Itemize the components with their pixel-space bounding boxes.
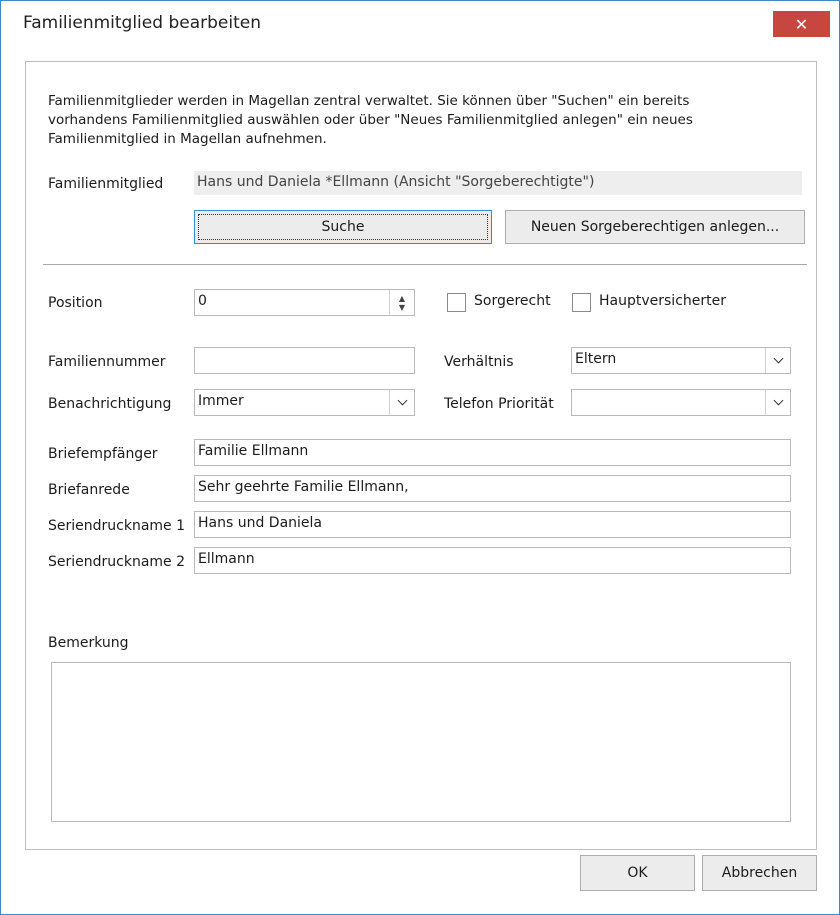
seriendruckname2-label: Seriendruckname 2: [48, 554, 186, 570]
familiennummer-label: Familiennummer: [48, 354, 166, 370]
chevron-up-icon[interactable]: ▲: [398, 293, 406, 303]
verhaeltnis-label: Verhältnis: [444, 354, 514, 370]
seriendruckname1-label: Seriendruckname 1: [48, 518, 186, 534]
verhaeltnis-dropdown-button[interactable]: [765, 348, 790, 373]
hauptversicherter-label: Hauptversicherter: [599, 293, 726, 309]
verhaeltnis-value: Eltern: [575, 351, 617, 367]
close-icon: ✕: [794, 14, 809, 34]
bemerkung-textarea[interactable]: [51, 662, 791, 822]
sorgerecht-checkbox[interactable]: [447, 293, 466, 312]
search-button[interactable]: [194, 210, 492, 244]
position-stepper[interactable]: [389, 290, 414, 315]
chevron-down-icon[interactable]: ▼: [398, 302, 406, 312]
benachrichtigung-select[interactable]: [194, 389, 415, 416]
new-guardian-button-label: Neuen Sorgeberechtigen anlegen...: [530, 219, 780, 235]
bemerkung-label: Bemerkung: [48, 635, 129, 651]
cancel-button-label: Abbrechen: [721, 865, 798, 881]
new-guardian-button[interactable]: [505, 210, 805, 244]
search-button-label: Suche: [321, 219, 365, 235]
seriendruckname1-value: Hans und Daniela: [198, 515, 323, 531]
familienmitglied-label: Familienmitglied: [48, 176, 164, 192]
briefempfaenger-input[interactable]: [194, 439, 791, 466]
briefanrede-input[interactable]: [194, 475, 791, 502]
briefanrede-value: Sehr geehrte Familie Ellmann,: [198, 479, 409, 495]
ok-button-label: OK: [627, 865, 648, 881]
chevron-down-icon: [773, 396, 783, 406]
sorgerecht-label: Sorgerecht: [474, 293, 551, 309]
position-value: 0: [198, 293, 207, 309]
briefempfaenger-label: Briefempfänger: [48, 446, 158, 462]
window-title: Familienmitglied bearbeiten: [23, 13, 261, 33]
position-input[interactable]: [194, 289, 415, 316]
benachrichtigung-label: Benachrichtigung: [48, 396, 172, 412]
hauptversicherter-checkbox[interactable]: [572, 293, 591, 312]
separator: [43, 264, 807, 265]
title-bar: [1, 1, 839, 47]
briefanrede-label: Briefanrede: [48, 482, 130, 498]
close-button[interactable]: [773, 11, 830, 37]
seriendruckname1-input[interactable]: [194, 511, 791, 538]
seriendruckname2-input[interactable]: [194, 547, 791, 574]
benachrichtigung-dropdown-button[interactable]: [389, 390, 414, 415]
seriendruckname2-value: Ellmann: [198, 551, 255, 567]
verhaeltnis-select[interactable]: [571, 347, 791, 374]
chevron-down-icon: [773, 354, 783, 364]
briefempfaenger-value: Familie Ellmann: [198, 443, 309, 459]
chevron-down-icon: [397, 396, 407, 406]
telefon-prioritaet-label: Telefon Priorität: [444, 396, 554, 412]
telefon-prioritaet-dropdown-button[interactable]: [765, 390, 790, 415]
benachrichtigung-value: Immer: [198, 393, 244, 409]
cancel-button[interactable]: [702, 855, 817, 891]
familiennummer-input[interactable]: [194, 347, 415, 374]
familienmitglied-value: Hans und Daniela *Ellmann (Ansicht "Sorgeberechtigte"): [194, 171, 802, 195]
info-text: Familienmitglieder werden in Magellan zentral verwaltet. Sie können über "Suchen" ein bereits vorhandens Familienmitglied auswählen oder über "Neues Familienmitglied anlegen" ein neues Familienmitglied in Magellan aufnehmen.: [48, 93, 693, 147]
telefon-prioritaet-select[interactable]: [571, 389, 791, 416]
position-label: Position: [48, 295, 103, 311]
ok-button[interactable]: [580, 855, 695, 891]
